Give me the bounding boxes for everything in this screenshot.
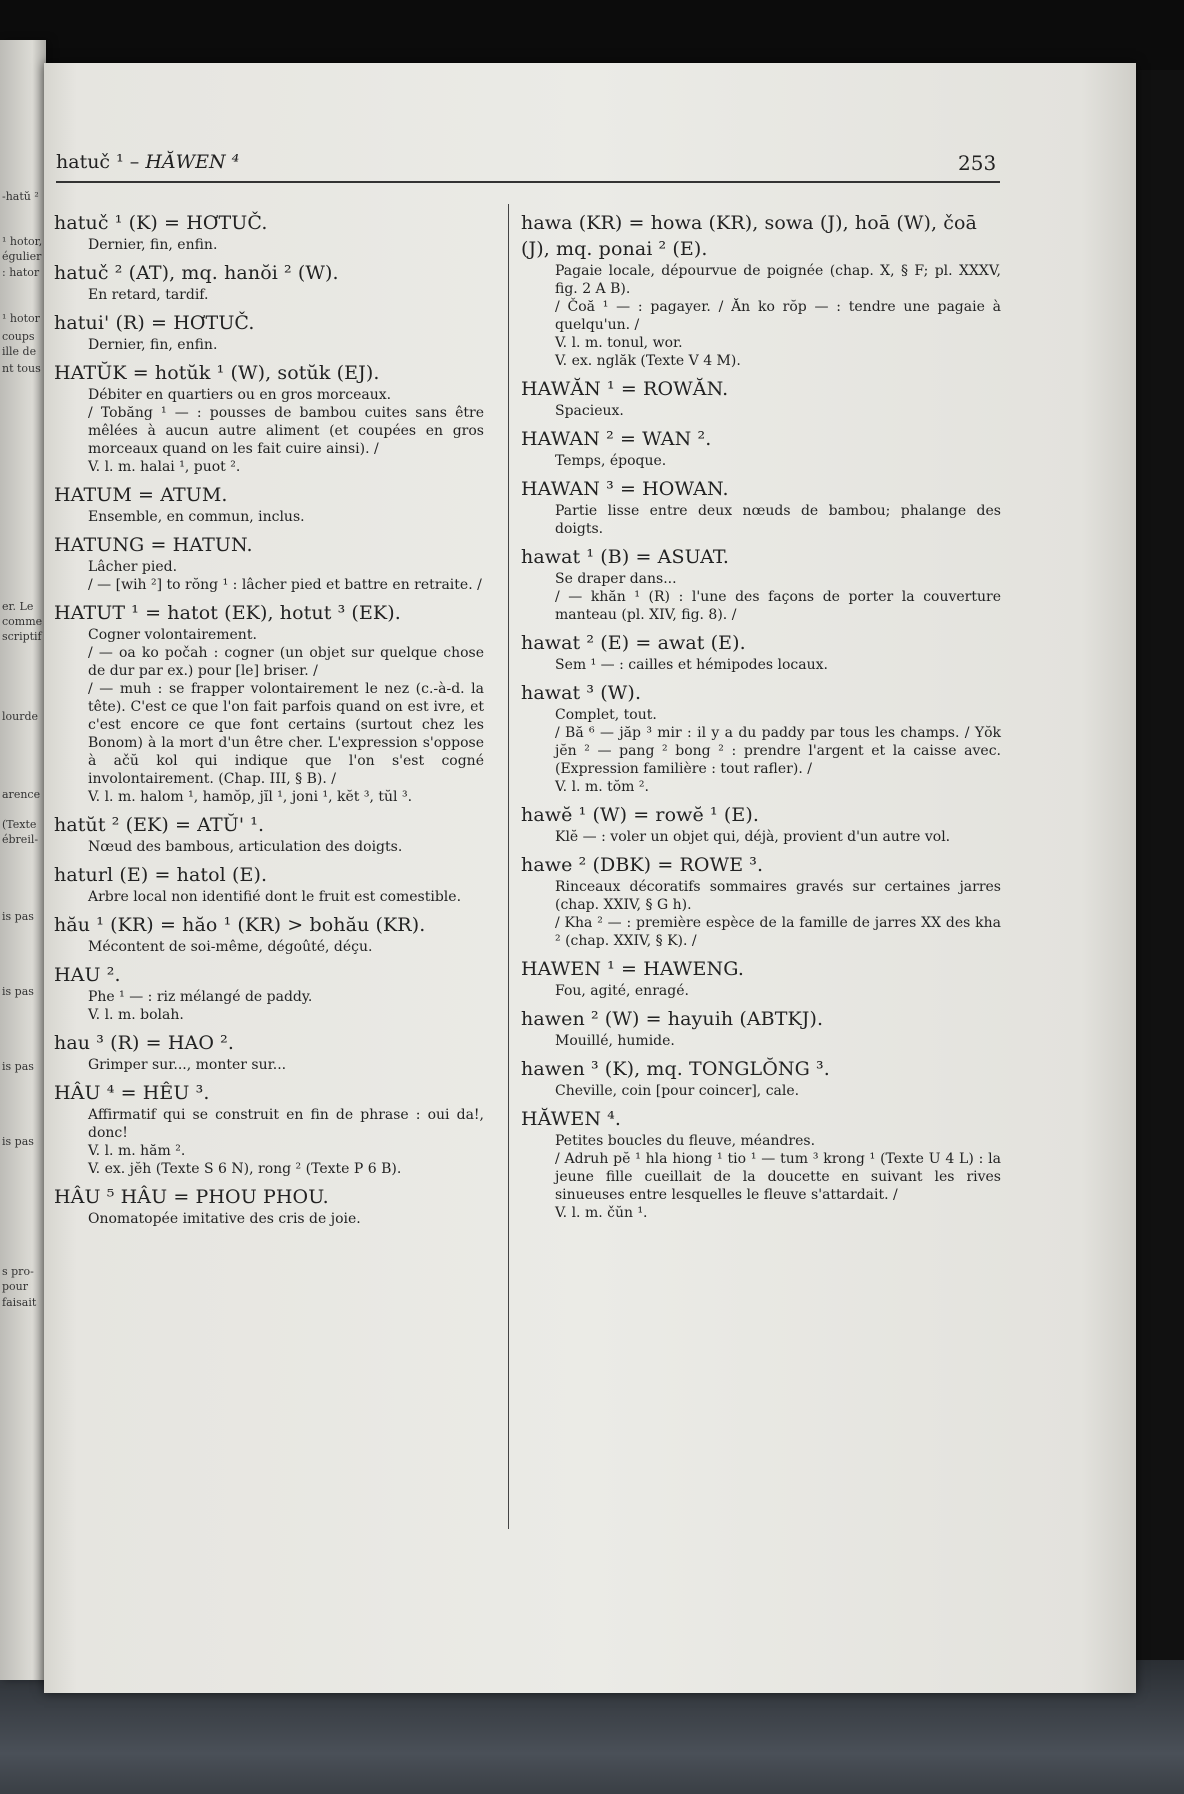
- entry-headword: hawĕ ¹ (W) = rowĕ ¹ (E).: [521, 804, 759, 826]
- entry-headword: hatŭt ² (EK) = ATŬ' ¹.: [54, 814, 265, 836]
- entry-headword: hawen ² (W) = hayuih (ABTKJ).: [521, 1008, 824, 1030]
- entry-definition: Phe ¹ — : riz mélangé de paddy.: [88, 989, 313, 1005]
- entry-definition: / — [wih ²] to rŏng ¹ : lâcher pied et battre en retraite. /: [88, 577, 482, 593]
- entry-definition: Sem ¹ — : cailles et hémipodes locaux.: [555, 657, 828, 673]
- entry-definition: Cogner volontairement.: [88, 627, 257, 643]
- entry-definition: Petites boucles du fleuve, méandres.: [555, 1133, 816, 1149]
- dictionary-entry: [54, 600, 484, 806]
- entry-headword: HATUM = ATUM.: [54, 484, 228, 506]
- previous-page-edge: [0, 40, 46, 1680]
- entry-definition: En retard, tardif.: [88, 287, 209, 303]
- entry-definition: Grimper sur..., monter sur...: [88, 1057, 287, 1073]
- entry-definition: Partie lisse entre deux nœuds de bambou; phalange des doigts.: [555, 503, 1001, 537]
- entry-definition: Cheville, coin [pour coincer], cale.: [555, 1083, 800, 1099]
- dictionary-entry: [54, 532, 484, 594]
- entry-definition: V. l. m. tonul, wor.: [555, 335, 683, 351]
- entry-headword: HAWEN ¹ = HAWENG.: [521, 958, 744, 980]
- previous-page-fragment: -hatŭ ²: [2, 190, 39, 203]
- entry-headword: hău ¹ (KR) = hăo ¹ (KR) > bohău (KR).: [54, 914, 426, 936]
- entry-headword: HATUNG = HATUN.: [54, 534, 253, 556]
- right-column: [521, 210, 1001, 1228]
- entry-definition: Lâcher pied.: [88, 559, 178, 575]
- entry-headword: HAWĂN ¹ = ROWĂN.: [521, 378, 729, 400]
- entry-definition: Nœud des bambous, articulation des doigts.: [88, 839, 403, 855]
- entry-headword: HATUT ¹ = hatot (EK), hotut ³ (EK).: [54, 602, 401, 624]
- dictionary-entry: [521, 802, 1001, 846]
- previous-page-fragment: nt tous: [2, 362, 41, 375]
- background-top: [0, 0, 1184, 70]
- dictionary-entry: [54, 962, 484, 1024]
- previous-page-fragment: is pas: [2, 910, 34, 923]
- entry-headword: HÂU ⁵ HÂU = PHOU PHOU.: [54, 1186, 329, 1208]
- running-head-left: hatuč ¹ –: [56, 151, 146, 173]
- previous-page-fragment: faisait: [2, 1296, 37, 1309]
- previous-page-fragment: ébreil-: [2, 833, 39, 846]
- previous-page-fragment: coups: [2, 330, 35, 343]
- entry-definition: Onomatopée imitative des cris de joie.: [88, 1211, 361, 1227]
- entry-headword: HAWAN ³ = HOWAN.: [521, 478, 729, 500]
- entry-definition: / — muh : se frapper volontairement le nez (c.-à-d. la tête). C'est ce que l'on fait parfois quand on est ivre, et c'est encore ce que font certains (surtout chez les Bonom) à la mort d'un être cher. L'expression s'oppose à ačŭ kol qui indique que l'on s'est cogné involontairement. (Chap. III, § B). /: [88, 681, 484, 787]
- entry-headword: hawat ² (E) = awat (E).: [521, 632, 746, 654]
- column-divider: [508, 204, 509, 1529]
- entry-headword: hatuč ¹ (K) = HƠTUČ.: [54, 212, 268, 234]
- dictionary-entry: [54, 482, 484, 526]
- entry-definition: Dernier, fin, enfin.: [88, 337, 218, 353]
- previous-page-fragment: is pas: [2, 985, 34, 998]
- previous-page-fragment: pour: [2, 1280, 29, 1293]
- previous-page-fragment: : hator: [2, 266, 40, 279]
- dictionary-entry: [521, 476, 1001, 538]
- entry-definition: V. l. m. bolah.: [88, 1007, 184, 1023]
- dictionary-entry: [521, 210, 1001, 370]
- previous-page-fragment: s pro-: [2, 1265, 34, 1278]
- dictionary-entry: [521, 426, 1001, 470]
- entry-definition: Spacieux.: [555, 403, 624, 419]
- dictionary-entry: [54, 360, 484, 476]
- previous-page-fragment: er. Le: [2, 600, 34, 613]
- entry-definition: Affirmatif qui se construit en fin de phrase : oui da!, donc!: [88, 1107, 484, 1141]
- entry-headword: hatuč ² (AT), mq. hanŏi ² (W).: [54, 262, 339, 284]
- dictionary-entry: [521, 544, 1001, 624]
- entry-headword: HÂU ⁴ = HÊU ³.: [54, 1082, 210, 1104]
- entry-definition: V. ex. nglăk (Texte V 4 M).: [555, 353, 741, 369]
- previous-page-fragment: ¹ hotor: [2, 312, 40, 325]
- entry-definition: Mécontent de soi-même, dégoûté, déçu.: [88, 939, 373, 955]
- entry-definition: / Kha ² — : première espèce de la famille de jarres XX des kha ² (chap. XXIV, § K). /: [555, 915, 1001, 949]
- dictionary-entry: [54, 210, 484, 254]
- entry-headword: hawat ³ (W).: [521, 682, 642, 704]
- previous-page-fragment: égulier: [2, 250, 42, 263]
- entry-definition: V. l. m. halom ¹, hamŏp, jĭl ¹, joni ¹, kĕt ³, tŭl ³.: [88, 789, 413, 805]
- previous-page-fragment: lourde: [2, 710, 39, 723]
- dictionary-entry: [521, 956, 1001, 1000]
- entry-headword: HAU ².: [54, 964, 121, 986]
- entry-definition: Arbre local non identifié dont le fruit est comestible.: [88, 889, 462, 905]
- entry-definition: Mouillé, humide.: [555, 1033, 675, 1049]
- previous-page-fragment: ille de: [2, 345, 37, 358]
- header-rule: [56, 181, 1000, 183]
- dictionary-entry: [54, 1184, 484, 1228]
- page-number: 253: [958, 151, 997, 175]
- previous-page-fragment: is pas: [2, 1135, 34, 1148]
- entry-headword: hatui' (R) = HƠTUČ.: [54, 312, 255, 334]
- entry-headword: HAWAN ² = WAN ².: [521, 428, 712, 450]
- entry-definition: Klĕ — : voler un objet qui, déjà, provient d'un autre vol.: [555, 829, 951, 845]
- entry-definition: Pagaie locale, dépourvue de poignée (chap. X, § F; pl. XXXV, fig. 2 A B).: [555, 263, 1001, 297]
- dictionary-entry: [521, 1006, 1001, 1050]
- entry-definition: Ensemble, en commun, inclus.: [88, 509, 305, 525]
- entry-definition: Débiter en quartiers ou en gros morceaux.: [88, 387, 392, 403]
- previous-page-fragment: ¹ hotor,: [2, 235, 43, 248]
- dictionary-entry: [54, 812, 484, 856]
- dictionary-entry: [521, 852, 1001, 950]
- previous-page-fragment: is pas: [2, 1060, 34, 1073]
- dictionary-entry: [54, 310, 484, 354]
- entry-headword: HATŬK = hotŭk ¹ (W), sotŭk (EJ).: [54, 362, 380, 384]
- dictionary-entry: [521, 1106, 1001, 1222]
- entry-definition: Dernier, fin, enfin.: [88, 237, 218, 253]
- entry-definition: Complet, tout.: [555, 707, 657, 723]
- left-column: [54, 210, 484, 1234]
- entry-definition: V. ex. jĕh (Texte S 6 N), rong ² (Texte P 6 B).: [88, 1161, 402, 1177]
- previous-page-fragment: arence: [2, 788, 41, 801]
- entry-definition: V. l. m. hăm ².: [88, 1143, 186, 1159]
- entry-headword: haturl (E) = hatol (E).: [54, 864, 268, 886]
- entry-definition: Fou, agité, enragé.: [555, 983, 689, 999]
- dictionary-entry: [54, 912, 484, 956]
- dictionary-entry: [521, 1056, 1001, 1100]
- entry-definition: Se draper dans...: [555, 571, 677, 587]
- entry-definition: Temps, époque.: [555, 453, 667, 469]
- entry-definition: V. l. m. čŭn ¹.: [555, 1205, 648, 1221]
- dictionary-entry: [54, 1030, 484, 1074]
- entry-definition: V. l. m. tŏm ².: [555, 779, 649, 795]
- dictionary-entry: [54, 1080, 484, 1178]
- entry-definition: / Čoă ¹ — : pagayer. / Ăn ko rŏp — : tendre une pagaie à quelqu'un. /: [555, 299, 1001, 333]
- previous-page-fragment: scriptif: [2, 630, 42, 643]
- dictionary-entry: [54, 862, 484, 906]
- entry-definition: / — oa ko počah : cogner (un objet sur quelque chose de dur par ex.) pour [le] briser. /: [88, 645, 484, 679]
- entry-headword: hawen ³ (K), mq. TONGLŎNG ³.: [521, 1058, 830, 1080]
- running-head-right: HĂWEN ⁴: [145, 151, 240, 173]
- dictionary-entry: [521, 376, 1001, 420]
- entry-definition: V. l. m. halai ¹, puot ².: [88, 459, 241, 475]
- entry-headword: hawat ¹ (B) = ASUAT.: [521, 546, 730, 568]
- dictionary-entry: [521, 680, 1001, 796]
- previous-page-fragment: comme: [2, 615, 43, 628]
- entry-headword: hawe ² (DBK) = ROWE ³.: [521, 854, 764, 876]
- entry-definition: / — khăn ¹ (R) : l'une des façons de porter la couverture manteau (pl. XIV, fig. 8). /: [555, 589, 1001, 623]
- running-head: [56, 151, 239, 173]
- previous-page-fragment: (Texte: [2, 818, 37, 831]
- dictionary-entry: [54, 260, 484, 304]
- entry-headword: hawa (KR) = howa (KR), sowa (J), hoā (W), čoā (J), mq. ponai ² (E).: [521, 212, 977, 260]
- entry-definition: Rinceaux décoratifs sommaires gravés sur certaines jarres (chap. XXIV, § G h).: [555, 879, 1001, 913]
- entry-definition: / Tobăng ¹ — : pousses de bambou cuites sans être mêlées à aucun autre aliment (et coupées en gros morceaux quand on les fait cuire ainsi). /: [88, 405, 484, 457]
- entry-definition: / Adruh pĕ ¹ hla hiong ¹ tio ¹ — tum ³ krong ¹ (Texte U 4 L) : la jeune fille cueillait de la doucette en suivant les rives sinueuses entre lesquelles le fleuve s'attardait. /: [555, 1151, 1001, 1203]
- entry-headword: hau ³ (R) = HAO ².: [54, 1032, 234, 1054]
- entry-definition: / Bă ⁶ — jăp ³ mir : il y a du paddy par tous les champs. / Yŏk jĕn ² — pang ² bong ² : prendre l'argent et la caisse avec. (Expression familière : tout rafler). /: [555, 725, 1001, 777]
- entry-headword: HĂWEN ⁴.: [521, 1108, 622, 1130]
- dictionary-entry: [521, 630, 1001, 674]
